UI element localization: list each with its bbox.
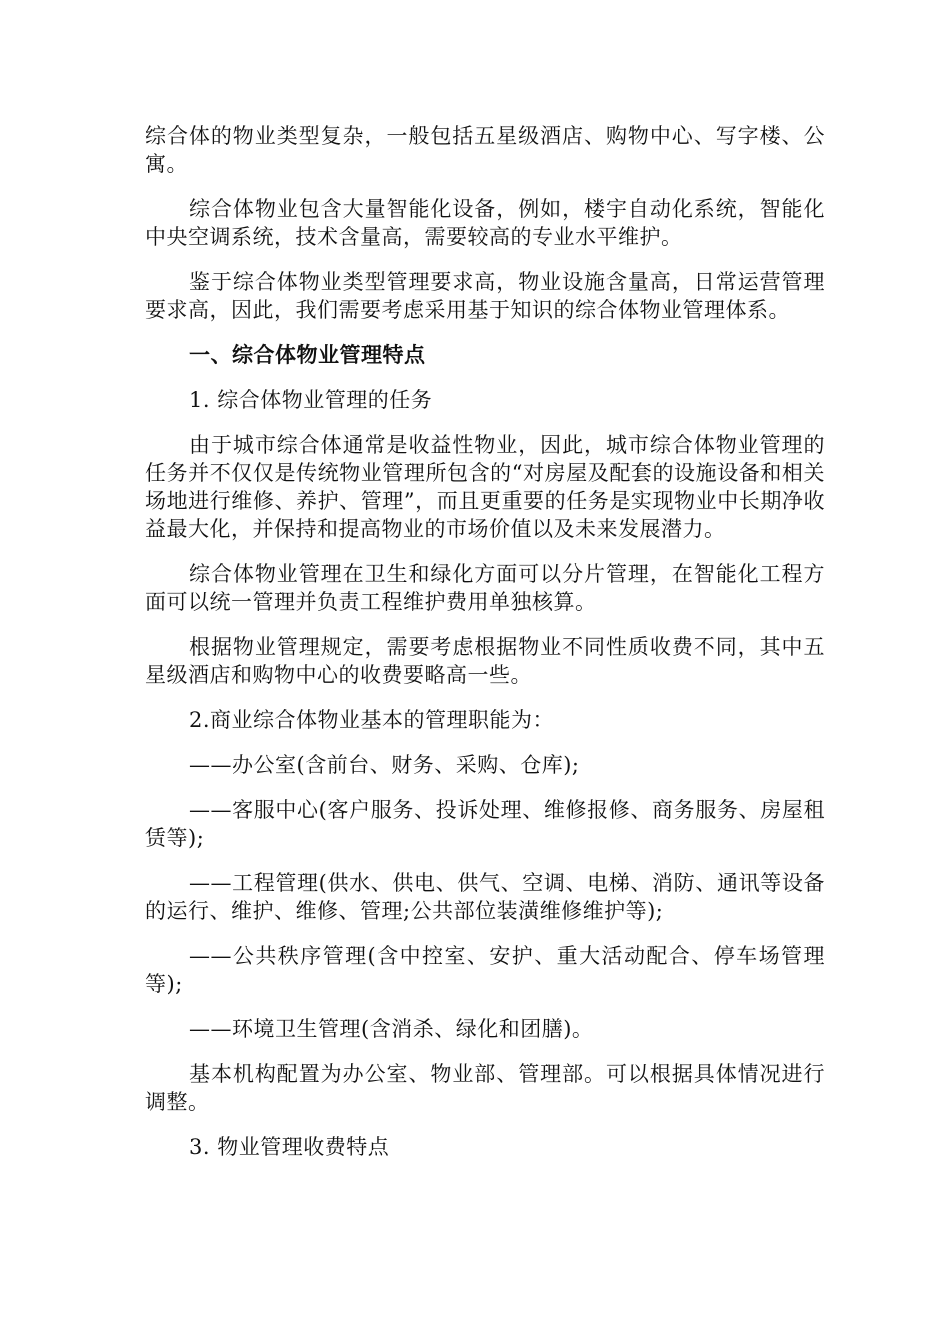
paragraph-tasks: 由于城市综合体通常是收益性物业，因此，城市综合体物业管理的任务并不仅仅是传统物业管理所包含的“对房屋及配套的设施设备和相关场地进行维修、养护、管理”，而且更重要的任务是实现物业中长期净收益最大化，并保持和提高物业的市场价值以及未来发展潜力。	[145, 433, 825, 541]
list-item-public-order: ——公共秩序管理(含中控室、安护、重大活动配合、停车场管理等);	[145, 944, 825, 996]
paragraph-zoned-management: 综合体物业管理在卫生和绿化方面可以分片管理，在智能化工程方面可以统一管理并负责工程维护费用单独核算。	[145, 562, 825, 614]
section-heading-features: 一、综合体物业管理特点	[189, 342, 426, 367]
list-item-sanitation: ——环境卫生管理(含消杀、绿化和团膳)。	[189, 1017, 594, 1041]
paragraph-management-system: 鉴于综合体物业类型管理要求高，物业设施含量高，日常运营管理要求高，因此，我们需要考虑采用基于知识的综合体物业管理体系。	[145, 270, 825, 322]
paragraph-intelligent-equipment: 综合体物业包含大量智能化设备，例如，楼宇自动化系统，智能化中央空调系统，技术含量高，需要较高的专业水平维护。	[145, 197, 825, 249]
paragraph-property-types: 综合体的物业类型复杂，一般包括五星级酒店、购物中心、写字楼、公寓。	[145, 124, 825, 176]
paragraph-fees: 根据物业管理规定，需要考虑根据物业不同性质收费不同，其中五星级酒店和购物中心的收费要略高一些。	[145, 635, 825, 687]
paragraph-organization: 基本机构配置为办公室、物业部、管理部。可以根据具体情况进行调整。	[145, 1062, 825, 1114]
list-item-customer-service: ——客服中心(客户服务、投诉处理、维修报修、商务服务、房屋租赁等);	[145, 798, 825, 850]
list-item-office: ——办公室(含前台、财务、采购、仓库);	[189, 753, 580, 777]
subheading-tasks: 1. 综合体物业管理的任务	[189, 388, 433, 412]
subheading-fee-features: 3. 物业管理收费特点	[189, 1135, 390, 1159]
document-body	[145, 122, 825, 1161]
list-item-engineering: ——工程管理(供水、供电、供气、空调、电梯、消防、通讯等设备的运行、维护、维修、管理;公共部位装潢维修维护等);	[145, 871, 825, 923]
subheading-functions: 2.商业综合体物业基本的管理职能为：	[189, 708, 555, 732]
